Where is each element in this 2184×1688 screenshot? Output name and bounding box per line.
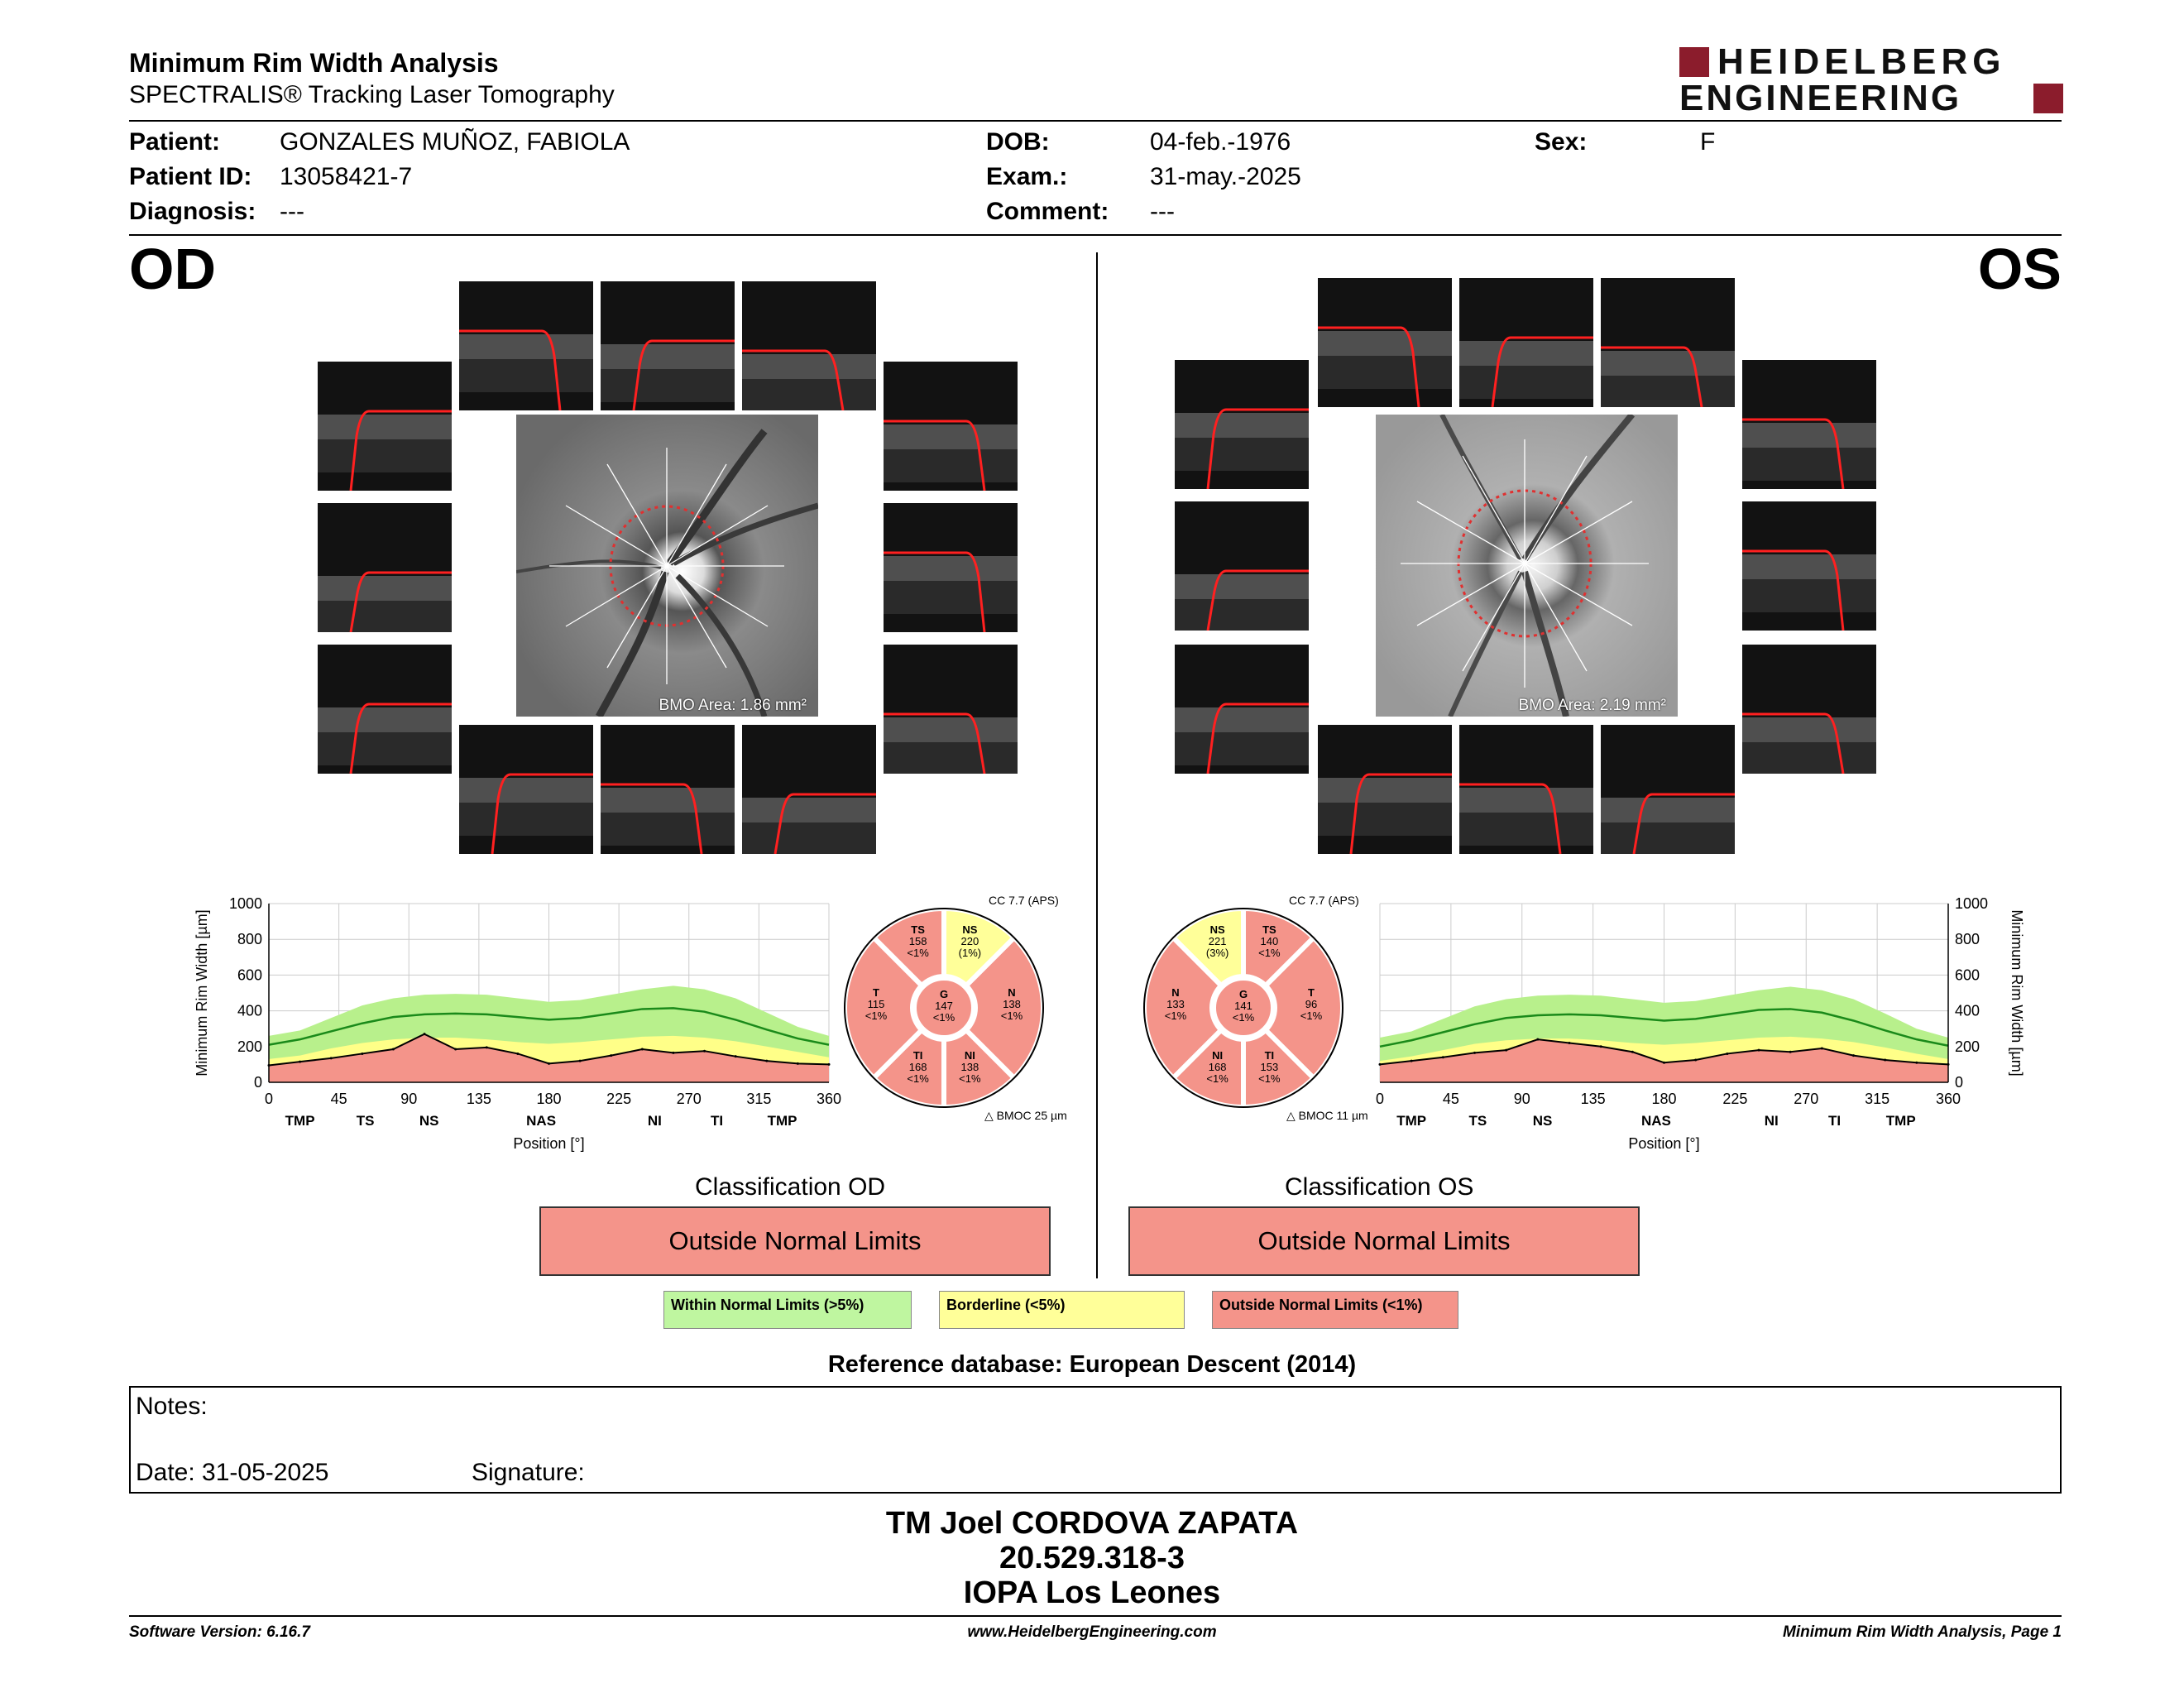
- notes-box: [129, 1386, 2062, 1494]
- sector-ts-text: 158: [908, 935, 927, 948]
- website: www.HeidelbergEngineering.com: [967, 1623, 1217, 1641]
- sector-t-text: 115: [867, 998, 885, 1010]
- x-tick-label: 270: [1794, 1091, 1819, 1107]
- measured-point: [548, 1062, 550, 1065]
- y-tick-label: 800: [1955, 931, 1980, 948]
- os-bmoc-value: BMOC 11 µm: [1298, 1109, 1368, 1122]
- od-bmoc-value: BMOC 25 µm: [996, 1109, 1067, 1122]
- measured-point: [1536, 1038, 1539, 1041]
- patient-id-label: Patient ID:: [129, 163, 252, 190]
- sector-g-text: <1%: [932, 1011, 956, 1024]
- os-sector-circle: [1142, 906, 1345, 1110]
- sector-ni-text: <1%: [1206, 1072, 1228, 1085]
- measured-point: [1915, 1062, 1918, 1064]
- os-oct-scan-4: [1175, 360, 1309, 489]
- od-oct-scan-8: [318, 645, 452, 774]
- exam-value: 31-may.-2025: [1150, 163, 1301, 190]
- measured-point: [1852, 1054, 1855, 1057]
- sector-axis-label: TMP: [285, 1113, 315, 1129]
- os-oct-scan-2: [1459, 278, 1593, 407]
- sector-ti-text: TI: [912, 1048, 923, 1062]
- x-tick-label: 315: [1865, 1091, 1890, 1107]
- x-tick-label: 315: [746, 1091, 772, 1107]
- sector-ni-text: NI: [964, 1048, 975, 1062]
- x-axis-label: Position [°]: [513, 1135, 585, 1152]
- heidelberg-logo: [1679, 41, 2064, 119]
- x-tick-label: 180: [1651, 1091, 1677, 1107]
- y-tick-label: 200: [237, 1038, 262, 1055]
- measured-point: [1505, 1049, 1507, 1052]
- legend-within: Within Normal Limits (>5%): [663, 1291, 912, 1329]
- measured-point: [1726, 1053, 1728, 1055]
- x-tick-label: 0: [264, 1091, 274, 1107]
- os-oct-scan-1: [1318, 278, 1452, 407]
- x-tick-label: 45: [1442, 1091, 1459, 1107]
- od-fundus-image: [516, 415, 818, 717]
- sector-ts-text: <1%: [907, 947, 929, 960]
- sex-label: Sex:: [1535, 128, 1588, 156]
- od-oct-scan-7: [884, 503, 1018, 632]
- y-tick-label: 800: [237, 931, 262, 948]
- logo-text-line1: HEIDELBERG: [1717, 41, 2006, 82]
- patient-name: GONZALES MUÑOZ, FABIOLA: [280, 128, 630, 156]
- measured-point: [703, 1050, 706, 1053]
- eye-label-os: OS: [1977, 237, 2062, 301]
- sector-ni-text: <1%: [959, 1072, 981, 1085]
- logo-square-bottom: [2033, 84, 2063, 113]
- sector-axis-label: TS: [1468, 1113, 1487, 1129]
- os-bmo-area: BMO Area: 2.19 mm²: [1518, 697, 1666, 714]
- x-tick-label: 225: [606, 1091, 632, 1107]
- measured-point: [641, 1048, 644, 1051]
- y-tick-label: 1000: [228, 895, 262, 912]
- od-sector-circle: [842, 906, 1046, 1110]
- y-tick-label: 1000: [1955, 895, 1989, 912]
- y-tick-label: 0: [253, 1074, 262, 1091]
- notes-signature: Signature:: [472, 1459, 585, 1486]
- od-oct-scan-2: [601, 281, 735, 410]
- measured-point: [299, 1061, 301, 1063]
- measured-point: [797, 1062, 799, 1065]
- measured-point: [1410, 1060, 1413, 1062]
- measured-point: [828, 1063, 831, 1066]
- measured-point: [1379, 1063, 1382, 1066]
- sector-g-text: G: [939, 988, 949, 1000]
- measured-point: [1789, 1051, 1792, 1053]
- sector-t-text: <1%: [864, 1009, 888, 1022]
- x-tick-label: 360: [1935, 1091, 1961, 1107]
- eye-label-od: OD: [129, 237, 216, 301]
- measured-point: [1600, 1045, 1602, 1048]
- sector-axis-label: NAS: [1641, 1113, 1671, 1129]
- sector-axis-label: TI: [1828, 1113, 1842, 1129]
- sector-n-text: <1%: [1000, 1009, 1023, 1022]
- patient-id-value: 13058421-7: [280, 163, 413, 190]
- x-tick-label: 270: [676, 1091, 702, 1107]
- os-bmoc-label: [1286, 1109, 1368, 1123]
- measured-point: [735, 1055, 737, 1057]
- os-oct-scan-5: [1742, 360, 1876, 489]
- measured-point: [1884, 1059, 1886, 1062]
- patient-divider: [129, 234, 2062, 236]
- od-cc-label: CC 7.7 (APS): [989, 894, 1059, 907]
- od-oct-scan-5: [884, 362, 1018, 491]
- sector-ts-text: <1%: [1258, 947, 1281, 960]
- logo-text-line2: ENGINEERING: [1679, 78, 1962, 118]
- page-info: Minimum Rim Width Analysis, Page 1: [1783, 1623, 2062, 1641]
- sector-t-text: T: [1308, 986, 1315, 999]
- sector-t-text: T: [873, 986, 879, 999]
- sector-ns-text: (1%): [958, 947, 982, 960]
- sector-axis-label: NS: [1532, 1113, 1553, 1129]
- legend-borderline: Borderline (<5%): [939, 1291, 1185, 1329]
- sector-t-text: 96: [1305, 998, 1318, 1010]
- classification-od-title: Classification OD: [695, 1173, 886, 1201]
- sector-ti-text: 168: [908, 1060, 927, 1073]
- sector-n-text: 138: [1003, 998, 1021, 1010]
- sector-axis-label: NS: [419, 1113, 439, 1129]
- od-mrw-chart: [190, 894, 852, 1175]
- x-tick-label: 90: [1513, 1091, 1530, 1107]
- classification-os-box: Outside Normal Limits: [1128, 1206, 1640, 1276]
- software-version: Software Version: 6.16.7: [129, 1623, 310, 1641]
- sector-ns-text: 220: [960, 935, 979, 948]
- measured-point: [516, 1053, 519, 1055]
- x-tick-label: 90: [400, 1091, 418, 1107]
- sector-axis-label: TMP: [1396, 1113, 1427, 1129]
- od-oct-scan-4: [318, 362, 452, 491]
- sector-ts-text: TS: [1262, 923, 1276, 937]
- report-subtitle: SPECTRALIS® Tracking Laser Tomography: [129, 81, 615, 108]
- x-tick-label: 135: [1580, 1091, 1606, 1107]
- od-oct-scan-9: [884, 645, 1018, 774]
- chart-plot: [1379, 904, 1950, 1082]
- report-title: Minimum Rim Width Analysis: [129, 48, 499, 78]
- legend-outside: Outside Normal Limits (<1%): [1212, 1291, 1458, 1329]
- comment-label: Comment:: [986, 198, 1109, 225]
- sector-axis-label: TMP: [767, 1113, 797, 1129]
- sector-ni-text: 138: [960, 1060, 979, 1073]
- center-divider: [1096, 252, 1098, 1278]
- measured-point: [454, 1048, 457, 1051]
- x-tick-label: 0: [1375, 1091, 1385, 1107]
- sector-ni-text: 168: [1208, 1060, 1227, 1073]
- header-divider: [129, 120, 2062, 122]
- od-oct-scan-10: [459, 725, 593, 854]
- signer-institution: IOPA Los Leones: [963, 1575, 1221, 1610]
- sector-axis-label: TMP: [1885, 1113, 1916, 1129]
- y-axis-label: Minimum Rim Width [µm]: [194, 909, 210, 1077]
- chart-plot: [268, 904, 831, 1082]
- x-tick-label: 180: [536, 1091, 562, 1107]
- signer-id: 20.529.318-3: [999, 1541, 1185, 1575]
- measured-point: [1663, 1062, 1665, 1064]
- measured-point: [330, 1057, 333, 1059]
- x-axis-label: Position [°]: [1628, 1135, 1700, 1152]
- measured-point: [361, 1053, 363, 1055]
- sector-n-text: <1%: [1164, 1009, 1187, 1022]
- od-oct-scan-11: [601, 725, 735, 854]
- measured-point: [1473, 1052, 1476, 1054]
- patient-label: Patient:: [129, 128, 221, 156]
- os-oct-scan-9: [1742, 645, 1876, 774]
- y-tick-label: 400: [237, 1002, 262, 1019]
- y-tick-label: 600: [1955, 966, 1980, 984]
- measured-point: [1631, 1051, 1634, 1053]
- os-oct-scan-11: [1459, 725, 1593, 854]
- classification-od-box: Outside Normal Limits: [539, 1206, 1051, 1276]
- classification-os-title: Classification OS: [1285, 1173, 1474, 1201]
- sector-g-text: G: [1238, 988, 1248, 1000]
- sector-ni-text: NI: [1212, 1048, 1224, 1062]
- comment-value: ---: [1150, 198, 1175, 225]
- sex-value: F: [1700, 128, 1716, 156]
- od-oct-scan-6: [318, 503, 452, 632]
- sector-ns-text: (3%): [1205, 947, 1229, 960]
- sector-axis-label: NAS: [526, 1113, 557, 1129]
- x-tick-label: 360: [816, 1091, 842, 1107]
- notes-date: Date: 31-05-2025: [136, 1459, 329, 1486]
- exam-label: Exam.:: [986, 163, 1068, 190]
- dob-label: DOB:: [986, 128, 1050, 156]
- logo-square-top: [1679, 47, 1709, 77]
- measured-point: [424, 1033, 426, 1035]
- sector-n-text: 133: [1166, 998, 1185, 1010]
- sector-n-text: N: [1008, 986, 1016, 999]
- sector-ti-text: <1%: [907, 1072, 929, 1085]
- y-tick-label: 600: [237, 966, 262, 984]
- os-fundus-image: [1376, 415, 1678, 717]
- od-bmo-area: BMO Area: 1.86 mm²: [659, 697, 807, 714]
- sector-ti-text: TI: [1264, 1048, 1275, 1062]
- sector-axis-label: TI: [711, 1113, 724, 1129]
- measured-point: [579, 1060, 582, 1062]
- sector-ns-text: NS: [1209, 923, 1225, 937]
- measured-point: [1821, 1047, 1823, 1049]
- sector-g-text: 147: [935, 1000, 953, 1012]
- os-oct-scan-3: [1601, 278, 1735, 407]
- os-oct-scan-12: [1601, 725, 1735, 854]
- sector-ts-text: 140: [1260, 935, 1279, 948]
- od-oct-scan-12: [742, 725, 876, 854]
- notes-label: Notes:: [136, 1393, 208, 1420]
- x-tick-label: 45: [330, 1091, 347, 1107]
- x-tick-label: 135: [466, 1091, 491, 1107]
- os-cc-label: CC 7.7 (APS): [1289, 894, 1359, 907]
- measured-point: [392, 1048, 395, 1051]
- measured-point: [610, 1054, 612, 1057]
- y-tick-label: 200: [1955, 1038, 1980, 1055]
- sector-axis-label: NI: [1764, 1113, 1779, 1129]
- os-oct-scan-6: [1175, 501, 1309, 631]
- y-tick-label: 0: [1955, 1074, 1964, 1091]
- sector-axis-label: TS: [356, 1113, 375, 1129]
- sector-g-text: <1%: [1232, 1011, 1255, 1024]
- measured-point: [486, 1046, 488, 1048]
- x-tick-label: 225: [1722, 1091, 1748, 1107]
- signer-name: TM Joel CORDOVA ZAPATA: [885, 1506, 1299, 1541]
- od-oct-scan-1: [459, 281, 593, 410]
- measured-point: [1442, 1056, 1444, 1058]
- dob-value: 04-feb.-1976: [1150, 128, 1291, 156]
- sector-n-text: N: [1171, 986, 1180, 999]
- reference-database: Reference database: European Descent (2014): [827, 1351, 1357, 1378]
- od-bmoc-label: [984, 1109, 1067, 1123]
- y-axis-label: Minimum Rim Width [µm]: [2009, 909, 2025, 1077]
- sector-ti-text: 153: [1260, 1060, 1279, 1073]
- measured-point: [1569, 1042, 1571, 1044]
- measured-point: [672, 1052, 674, 1054]
- measured-point: [765, 1060, 768, 1062]
- diagnosis-value: ---: [280, 198, 304, 225]
- measured-point: [1758, 1049, 1760, 1052]
- os-oct-scan-10: [1318, 725, 1452, 854]
- sector-ts-text: TS: [911, 923, 925, 937]
- od-oct-scan-3: [742, 281, 876, 410]
- os-oct-scan-7: [1742, 501, 1876, 631]
- sector-g-text: 141: [1234, 1000, 1252, 1012]
- sector-ti-text: <1%: [1258, 1072, 1281, 1085]
- measured-point: [1694, 1059, 1697, 1062]
- sector-ns-text: 221: [1208, 935, 1227, 948]
- y-tick-label: 400: [1955, 1002, 1980, 1019]
- delta-icon: △: [1286, 1109, 1296, 1122]
- sector-axis-label: NI: [647, 1113, 662, 1129]
- os-oct-scan-8: [1175, 645, 1309, 774]
- footer-divider: [129, 1615, 2062, 1617]
- diagnosis-label: Diagnosis:: [129, 198, 256, 225]
- sector-t-text: <1%: [1300, 1009, 1323, 1022]
- delta-icon: △: [984, 1109, 994, 1122]
- sector-ns-text: NS: [962, 923, 978, 937]
- os-mrw-chart: [1357, 894, 2027, 1175]
